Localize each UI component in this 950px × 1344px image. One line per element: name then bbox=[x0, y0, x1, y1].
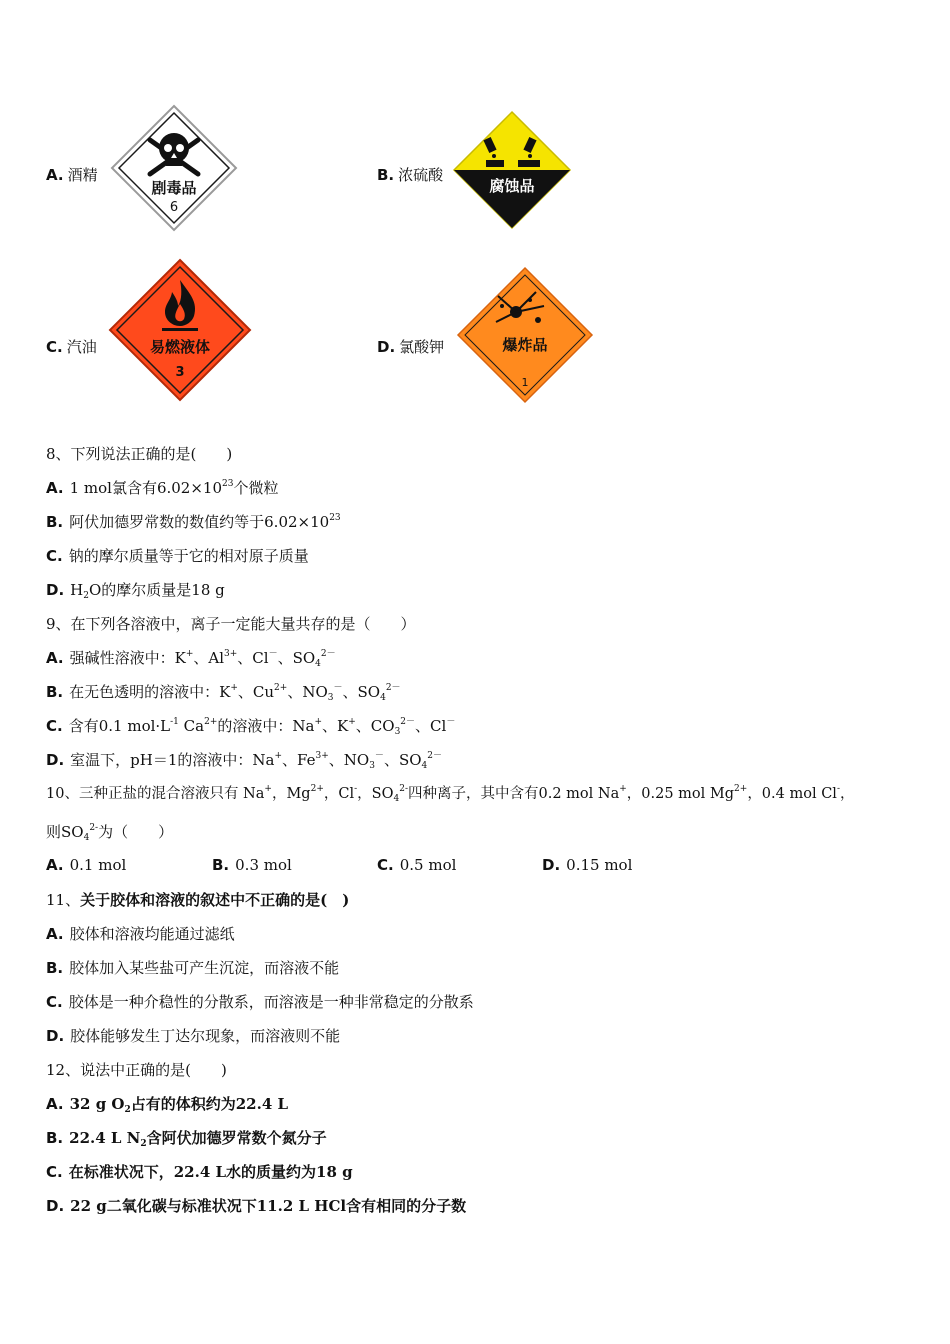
option-letter: D. bbox=[46, 1197, 65, 1215]
option-text: 0.3 mol bbox=[235, 856, 292, 874]
option-letter: A. bbox=[46, 1095, 64, 1113]
option-text: 胶体加入某些盐可产生沉淀，而溶液不能 bbox=[69, 959, 340, 977]
superscript: 2+ bbox=[310, 784, 324, 794]
superscript: 2－ bbox=[400, 717, 416, 727]
option-text: 、Fe bbox=[282, 751, 316, 769]
q9-stem bbox=[46, 614, 416, 634]
option-text: 强碱性溶液中：K bbox=[69, 649, 186, 667]
q12-option-c[interactable] bbox=[46, 1162, 353, 1182]
option-letter: A. bbox=[46, 925, 64, 943]
option-text: Ca bbox=[178, 717, 205, 735]
option-text: 0.1 mol bbox=[69, 856, 127, 874]
option-text: 0.15 mol bbox=[566, 856, 633, 874]
q12-option-b[interactable] bbox=[46, 1128, 327, 1148]
q8-stem bbox=[46, 444, 232, 464]
sign-label: 剧毒品 bbox=[151, 179, 197, 197]
q8-option-b[interactable] bbox=[46, 512, 341, 532]
corrosive-sign bbox=[452, 110, 572, 230]
superscript: + bbox=[185, 649, 194, 659]
superscript: － bbox=[374, 751, 384, 761]
option-text: 22 g二氧化碳与标准状况下11.2 L HCl含有相同的分子数 bbox=[70, 1197, 467, 1215]
option-letter: D. bbox=[46, 581, 65, 599]
option-text: 酒精 bbox=[67, 166, 98, 184]
option-text: 、K bbox=[322, 717, 349, 735]
option-letter: A. bbox=[46, 856, 64, 874]
option-text: 氯酸钾 bbox=[399, 338, 445, 356]
option-letter: B. bbox=[46, 1129, 64, 1147]
option-text: 阿伏加德罗常数的数值约等于6.02×10 bbox=[69, 513, 330, 531]
question-number: 9、 bbox=[46, 615, 71, 633]
option-text: 的溶液中：Na bbox=[217, 717, 315, 735]
option-letter: D. bbox=[377, 338, 396, 356]
option-text: 在标准状况下，22.4 L水的质量约为18 g bbox=[68, 1163, 353, 1181]
option-text: 22.4 L N bbox=[69, 1129, 141, 1147]
option-text: 含有0.1 mol·L bbox=[68, 717, 171, 735]
q11-option-d[interactable] bbox=[46, 1026, 340, 1046]
option-letter: B. bbox=[212, 856, 230, 874]
question-text: 为（ ） bbox=[98, 823, 174, 841]
subscript: 2 bbox=[140, 1139, 147, 1149]
superscript: + bbox=[230, 683, 238, 693]
question-text: 在下列各溶液中，离子一定能大量共存的是（ ） bbox=[70, 615, 416, 633]
option-letter: A. bbox=[46, 166, 64, 184]
option-letter: C. bbox=[46, 717, 63, 735]
superscript: 2+ bbox=[734, 784, 748, 794]
superscript: - bbox=[836, 784, 840, 794]
option-text: H bbox=[70, 581, 84, 599]
option-text: 、SO bbox=[383, 751, 422, 769]
q12-option-d[interactable] bbox=[46, 1196, 466, 1216]
option-text: 浓硫酸 bbox=[398, 166, 444, 184]
q11-option-b[interactable] bbox=[46, 958, 339, 978]
option-letter: A. bbox=[46, 649, 64, 667]
sign-label: 腐蚀品 bbox=[489, 177, 535, 195]
question-text: 则SO bbox=[46, 823, 84, 841]
q7-option-b[interactable] bbox=[377, 164, 443, 185]
superscript: 3+ bbox=[315, 751, 329, 761]
sign-label: 易燃液体 bbox=[149, 338, 211, 356]
q10-option-a[interactable] bbox=[46, 856, 126, 874]
q8-option-c[interactable] bbox=[46, 546, 309, 566]
option-text: 胶体和溶液均能通过滤纸 bbox=[69, 925, 235, 943]
superscript: 2+ bbox=[204, 717, 218, 727]
question-number: 10、 bbox=[46, 786, 79, 802]
superscript: 23 bbox=[329, 513, 341, 523]
option-text: 、SO bbox=[277, 649, 316, 667]
option-text: 、Al bbox=[193, 649, 224, 667]
subscript: 4 bbox=[83, 833, 90, 843]
q7-option-a[interactable] bbox=[46, 164, 98, 185]
option-letter: B. bbox=[377, 166, 395, 184]
option-text: 1 mol氯含有6.02×10 bbox=[69, 479, 223, 497]
subscript: 3 bbox=[327, 693, 334, 703]
superscript: 2－ bbox=[385, 683, 401, 693]
subscript: 4 bbox=[421, 761, 428, 771]
q9-option-d[interactable] bbox=[46, 750, 442, 770]
question-text: ，Mg bbox=[271, 786, 311, 802]
q10-option-c[interactable] bbox=[377, 856, 456, 874]
subscript: 3 bbox=[394, 727, 401, 737]
subscript: 3 bbox=[369, 761, 375, 771]
superscript: 2- bbox=[89, 823, 99, 833]
superscript: － bbox=[333, 683, 343, 693]
q11-stem bbox=[46, 890, 349, 910]
flammable-sign bbox=[108, 258, 252, 402]
option-letter: D. bbox=[46, 1027, 65, 1045]
option-letter: D. bbox=[542, 856, 561, 874]
q10-stem-line2 bbox=[46, 822, 173, 842]
option-letter: D. bbox=[46, 751, 65, 769]
question-text: 下列说法正确的是( ) bbox=[70, 445, 233, 463]
question-text: ，SO bbox=[357, 786, 394, 802]
option-letter: A. bbox=[46, 479, 64, 497]
question-text: 三种正盐的混合溶液只有 Na bbox=[78, 786, 265, 802]
option-text: 占有的体积约为22.4 L bbox=[130, 1095, 289, 1113]
q12-option-a[interactable] bbox=[46, 1094, 288, 1114]
q9-option-c[interactable] bbox=[46, 716, 455, 736]
question-text: ，0.4 mol Cl bbox=[747, 786, 837, 802]
option-letter: B. bbox=[46, 513, 64, 531]
option-text: 钠的摩尔质量等于它的相对原子质量 bbox=[68, 547, 309, 565]
superscript: -1 bbox=[170, 717, 179, 727]
question-text: 说法中正确的是( ) bbox=[80, 1061, 227, 1079]
superscript: - bbox=[354, 784, 358, 794]
subscript: 2 bbox=[124, 1105, 131, 1115]
superscript: 2－ bbox=[427, 751, 442, 761]
subscript: 4 bbox=[315, 659, 321, 669]
option-letter: C. bbox=[46, 993, 63, 1011]
q10-stem bbox=[46, 784, 855, 804]
subscript: 4 bbox=[380, 693, 386, 703]
option-letter: C. bbox=[46, 1163, 63, 1181]
superscript: 2+ bbox=[274, 683, 288, 693]
superscript: + bbox=[314, 717, 323, 727]
q10-option-b[interactable] bbox=[212, 856, 292, 874]
option-text: 、CO bbox=[355, 717, 395, 735]
option-text: 个微粒 bbox=[233, 479, 279, 497]
question-number: 11、 bbox=[46, 891, 81, 909]
superscript: + bbox=[619, 784, 627, 794]
q11-option-a[interactable] bbox=[46, 924, 235, 944]
q7-option-d[interactable] bbox=[377, 336, 444, 357]
explosive-sign bbox=[456, 266, 594, 404]
option-text: 32 g O bbox=[69, 1095, 125, 1113]
question-text: ，0.25 mol Mg bbox=[626, 786, 735, 802]
option-text: 在无色透明的溶液中：K bbox=[69, 683, 231, 701]
option-text: 、SO bbox=[342, 683, 381, 701]
question-number: 12、 bbox=[46, 1061, 81, 1079]
option-text: O的摩尔质量是18 g bbox=[88, 581, 225, 599]
superscript: － bbox=[268, 649, 278, 659]
superscript: + bbox=[274, 751, 282, 761]
option-text: 含阿伏加德罗常数个氮分子 bbox=[146, 1129, 327, 1147]
option-letter: C. bbox=[46, 338, 63, 356]
q9-option-b[interactable] bbox=[46, 682, 401, 702]
toxic-sign bbox=[110, 104, 238, 232]
option-text: 、Cl bbox=[237, 649, 269, 667]
option-text: 、NO bbox=[287, 683, 328, 701]
superscript: 3+ bbox=[224, 649, 238, 659]
question-text: ，Cl bbox=[323, 786, 355, 802]
q10-option-d[interactable] bbox=[542, 856, 632, 874]
superscript: + bbox=[264, 784, 272, 794]
option-letter: B. bbox=[46, 959, 64, 977]
sign-number: 6 bbox=[169, 200, 179, 215]
superscript: － bbox=[446, 717, 456, 727]
question-number: 8、 bbox=[46, 445, 71, 463]
q12-stem bbox=[46, 1060, 227, 1080]
option-text: 胶体能够发生丁达尔现象，而溶液则不能 bbox=[70, 1027, 341, 1045]
sign-number: 1 bbox=[521, 376, 529, 389]
option-text: 、NO bbox=[328, 751, 370, 769]
q8-option-a[interactable] bbox=[46, 478, 278, 498]
sign-label: 爆炸品 bbox=[502, 336, 548, 354]
option-text: 、Cu bbox=[237, 683, 275, 701]
option-letter: C. bbox=[46, 547, 63, 565]
q8-option-d[interactable] bbox=[46, 580, 225, 600]
superscript: 2－ bbox=[320, 649, 336, 659]
q11-option-c[interactable] bbox=[46, 992, 474, 1012]
subscript: 2 bbox=[83, 591, 89, 601]
question-text: 关于胶体和溶液的叙述中不正确的是( ) bbox=[80, 891, 350, 909]
option-text: 、Cl bbox=[415, 717, 447, 735]
option-text: 汽油 bbox=[66, 338, 97, 356]
option-text: 0.5 mol bbox=[399, 856, 457, 874]
question-text: 四种离子，其中含有0.2 mol Na bbox=[408, 786, 620, 802]
q9-option-a[interactable] bbox=[46, 648, 336, 668]
option-text: 室温下，pH＝1的溶液中：Na bbox=[70, 751, 275, 769]
option-letter: C. bbox=[377, 856, 394, 874]
question-text: ， bbox=[840, 786, 855, 802]
superscript: 2- bbox=[399, 784, 408, 794]
subscript: 4 bbox=[393, 794, 400, 804]
option-text: 胶体是一种介稳性的分散系，而溶液是一种非常稳定的分散系 bbox=[68, 993, 474, 1011]
q7-option-c[interactable] bbox=[46, 336, 97, 357]
superscript: + bbox=[348, 717, 356, 727]
sign-number: 3 bbox=[175, 365, 185, 380]
option-letter: B. bbox=[46, 683, 64, 701]
superscript: 23 bbox=[222, 479, 234, 489]
